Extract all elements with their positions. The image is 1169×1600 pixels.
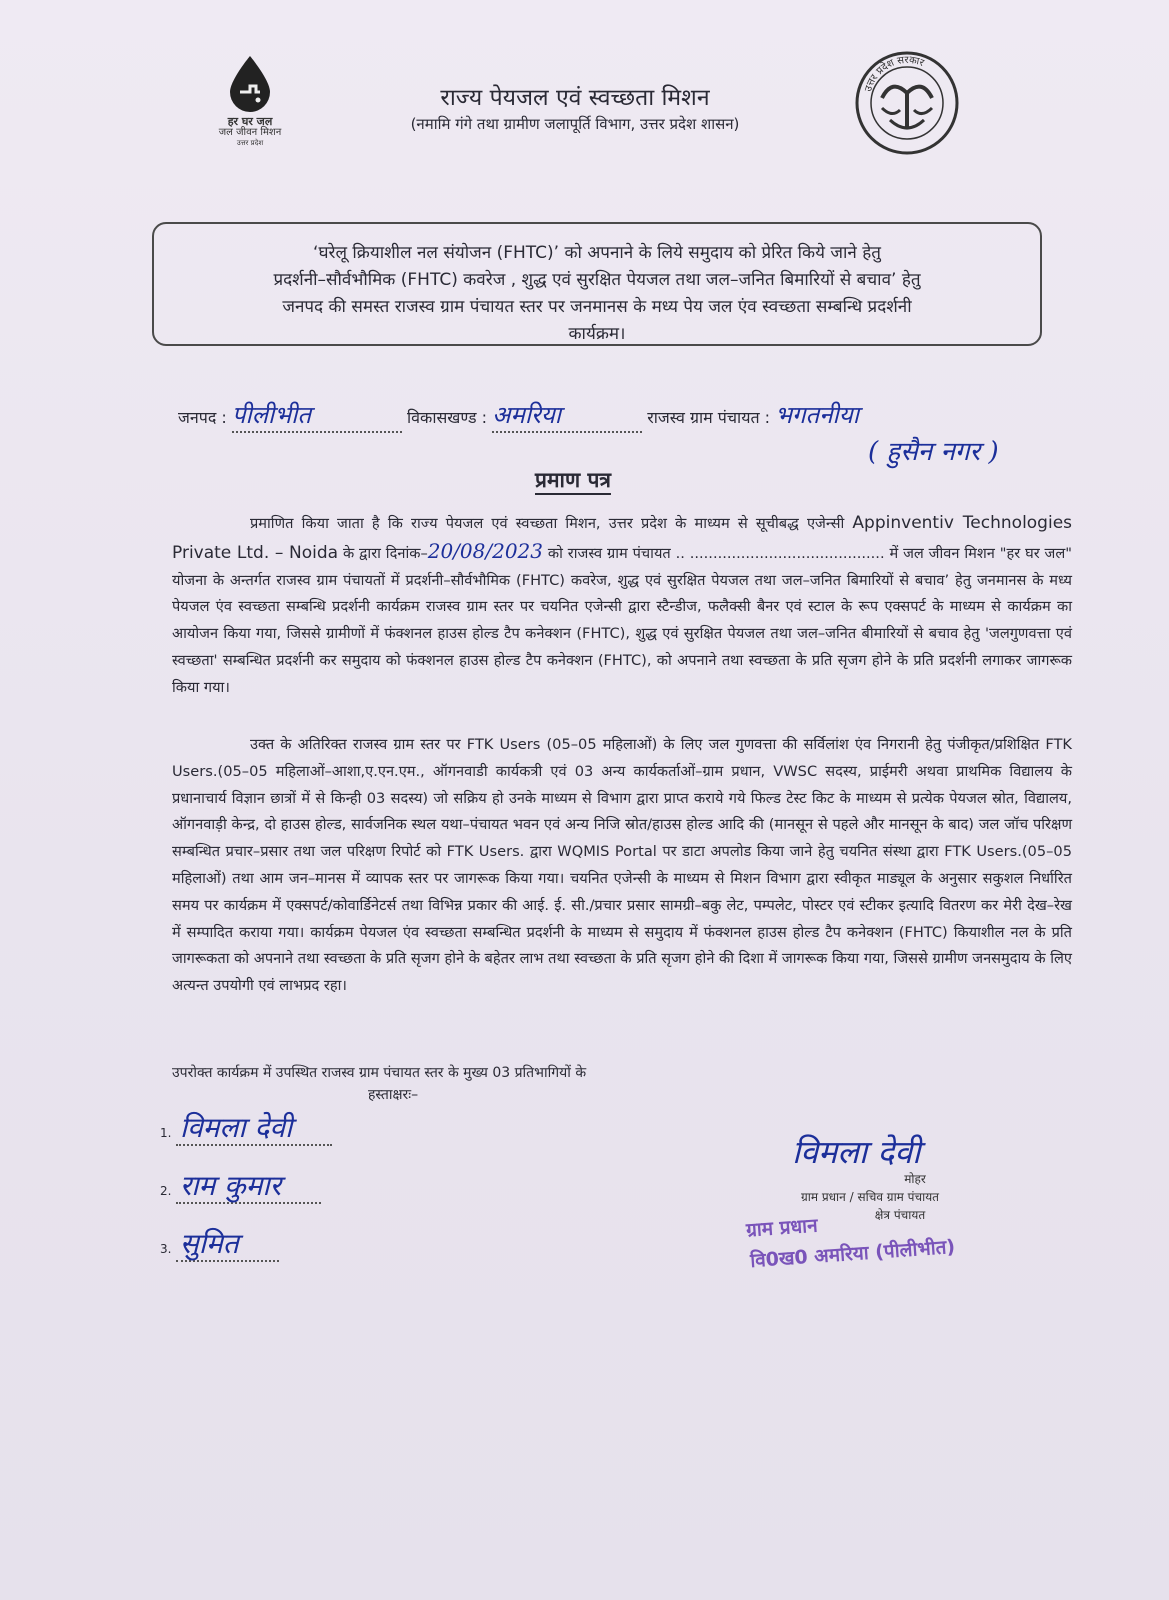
programme-line-3: जनपद की समस्त राजस्व ग्राम पंचायत स्तर पर जनमानस के मध्य पेय जल एंव स्वच्छता सम्बन्धि प्रदर्शनी xyxy=(282,297,912,317)
district-label: जनपद : xyxy=(178,408,227,427)
authority-line-1: मोहर xyxy=(904,1172,926,1186)
p1-text-a: प्रमाणित किया जाता है कि राज्य पेयजल एवं स्वच्छता मिशन, उत्तर प्रदेश के माध्यम से सूचीबद्ध एजेन्सी xyxy=(250,515,845,532)
p2-text: उक्त के अतिरिक्त राजस्व ग्राम स्तर पर FTK Users (05–05 महिलाओं) के लिए जल गुणवत्ता की सर्विलांश एंव निगरानी हेतु पंजीकृत/प्रशिक्षित FTK Users.(05–05 महिलाओं–आशा,ए.एन.एम., ऑगनवाडी कार्यकत्री एवं 03 अन्य कार्यकर्ताओं–ग्राम प्रधान, VWSC सदस्य, प्राईमरी अथवा प्राथमिक विद्यालय के प्रधानाचार्य विज्ञान छात्रों में से किन्ही 03 सदस्य) जो सक्रिय हो उनके माध्यम से विभाग द्वारा प्राप्त कराये गये फिल्ड टेस्ट किट के माध्यम से प्रत्येक पेयजल स्रोत, विद्यालय, ऑगनवाड़ी केन्द्र, दो हाउस होल्ड, सार्वजनिक स्थल यथा–पंचायत भवन एवं अन्य निजि स्रोत/हाउस होल्ड आदि की (मानसून से पहले और मानसून के बाद) जल जॉच परिक्षण सम्बन्धित प्रचार–प्रसार तथा जल परिक्षण रिपोर्ट को FTK Users. द्वारा WQMIS Portal पर डाटा अपलोड किया जाने हेतु चयनित संस्था द्वारा FTK Users.(05–05 महिलाओं) तथा आम जन–मानस में व्यापक स्तर पर जागरूक किया गया। चयनित एजेन्सी के माध्यम से मिशन विभाग द्वारा स्वीकृत माड्यूल के अनुसार सकुशल निर्धारित समय पर कार्यक्रम में एक्सपर्ट/कोवार्डिनेटर्स तथा विभिन्न प्रकार की आई. ई. सी./प्रचार प्रसार सामग्री–बकु लेट, पम्पलेट, पोस्टर एवं स्टीकर इत्यादि वितरण कर मेरी देख–रेख में सम्पादित कराया गया। कार्यक्रम पेयजल एंव स्वच्छता सम्बन्धित प्रदर्शनी के माध्यम से समुदाय में फंक्शनल हाउस होल्ड टैप कनेक्शन (FHTC) कियाशील नल के प्रति जागरूकता को अपनाने तथा स्वच्छता के प्रति सृजग होने के बहेतर लाभ तथा स्वच्छता के प्रति सृजग होने की दिशा में जागरूक किया गया, जिससे ग्रामीण जनसमुदाय के लिए अत्यन्त उपयोगी एवं लाभप्रद रहा। xyxy=(172,736,1072,995)
panchayat-extra-value: ( हुसैन नगर ) xyxy=(868,437,999,467)
certificate-paragraph-2 xyxy=(172,732,1072,1000)
location-fields xyxy=(178,398,859,433)
signature-label: हस्ताक्षरः– xyxy=(368,1087,419,1103)
panchayat-value: भगतनीया xyxy=(775,401,859,429)
p1-text-c: को राजस्व ग्राम पंचायत .. xyxy=(547,544,685,562)
signer-signature: राम कुमार xyxy=(176,1169,321,1204)
panchayat-label: राजस्व ग्राम पंचायत : xyxy=(647,408,771,427)
signer-signature: विमला देवी xyxy=(176,1111,332,1146)
signer-number: 2. xyxy=(160,1184,172,1198)
authority-signature: विमला देवी xyxy=(792,1133,921,1171)
logo-caption-3: उत्तर प्रदेश xyxy=(236,139,264,147)
water-drop-icon xyxy=(220,52,280,112)
participants-intro xyxy=(172,1062,586,1106)
p1-dots: .......................................... xyxy=(689,544,885,562)
official-stamp-line-2: वि0ख0 अमरिया (पीलीभीत) xyxy=(749,1235,956,1273)
programme-date: 20/08/2023 xyxy=(427,538,544,563)
block-field xyxy=(492,398,642,433)
district-value: पीलीभीत xyxy=(231,401,312,429)
seal-text: उत्तर प्रदेश सरकार xyxy=(863,54,926,93)
up-government-seal-icon xyxy=(852,48,962,158)
programme-line-4: कार्यक्रम। xyxy=(568,324,626,344)
programme-title-box xyxy=(152,222,1042,346)
block-value: अमरिया xyxy=(492,401,561,429)
signer-number: 3. xyxy=(160,1242,172,1256)
participants-intro-text: उपरोक्त कार्यक्रम में उपस्थित राजस्व ग्राम पंचायत स्तर के मुख्य 03 प्रतिभागियों के xyxy=(172,1065,587,1081)
block-label: विकासखण्ड : xyxy=(407,408,488,427)
logo-caption-2: जल जीवन मिशन xyxy=(218,127,282,138)
logo-caption-1: हर घर जल xyxy=(227,115,273,128)
signer-signature: सुमित xyxy=(176,1227,279,1262)
district-field xyxy=(232,398,402,433)
agency-name: Appinventiv Technologies Private Ltd. – Noida xyxy=(172,513,1073,563)
page-subtitle: (नमामि गंगे तथा ग्रामीण जलापूर्ति विभाग, उत्तर प्रदेश शासन) xyxy=(410,115,740,133)
certificate-title: प्रमाण पत्र xyxy=(535,468,611,492)
p1-text-b: के द्वारा दिनांक xyxy=(342,544,421,562)
authority-line-3: क्षेत्र पंचायत xyxy=(874,1208,926,1222)
p1-text-d: में जल जीवन मिशन "हर घर जल" योजना के अन्तर्गत राजस्व ग्राम पंचायतों में प्रदर्शनी–सौर्वभौमिक (FHTC) कवरेज, शुद्ध एवं सुरक्षित पेयजल तथा जल–जनित बिमारियों से बचाव’ हेतु जनमानस के मध्य पेयजल एंव स्वच्छता सम्बन्धि प्रदर्शनी कार्यक्रम राजस्व ग्राम स्तर पर चयनित एजेन्सी द्वारा स्टैन्डीज, फलैक्सी बैनर एवं स्टाल के रूप एक्सपर्ट के माध्यम से कार्यक्रम का आयोजन किया गया, जिससे ग्रामीणों में फंक्शनल हाउस होल्ड टैप कनेक्शन (FHTC), शुद्ध एवं सुरक्षित पेयजल तथा जल–जनित बीमारियों से बचाव हेतु 'जलगुणवत्ता एवं स्वच्छता' सम्बन्धित प्रदर्शनी कर समुदाय को फंक्शनल हाउस होल्ड टैप कनेक्शन (FHTC), को अपनाने तथा स्वच्छता के प्रति सृजग होने के प्रति प्रदर्शनी लगाकर जागरूक किया गया। xyxy=(172,544,1072,696)
signer-number: 1. xyxy=(160,1126,172,1140)
authority-line-2: ग्राम प्रधान / सचिव ग्राम पंचायत xyxy=(800,1190,940,1204)
page-title: राज्य पेयजल एवं स्वच्छता मिशन xyxy=(440,85,710,111)
official-stamp-line-1: ग्राम प्रधान xyxy=(745,1214,819,1242)
signer-row-1 xyxy=(160,1108,332,1146)
programme-line-1: ‘घरेलू क्रियाशील नल संयोजन (FHTC)’ को अपनाने के लिये समुदाय को प्रेरित किये जाने हेतु xyxy=(313,243,881,263)
jal-jeevan-mission-logo xyxy=(205,52,295,152)
certificate-paragraph-1: प्रमाणित किया जाता है कि राज्य पेयजल एवं स्वच्छता मिशन, उत्तर प्रदेश के माध्यम से सूचीबद्ध एजेन्सी Appinventiv Technologies Private Ltd. – Noida के द्वारा दिनांक–20/08/2023 को राजस्व ग्राम पंचायत .. .......................................... में जल जीवन मिशन "हर घर जल" योजना के अन्तर्गत राजस्व ग्राम पंचायतों में प्रदर्शनी–सौर्वभौमिक (FHTC) कवरेज, शुद्ध एवं सुरक्षित पेयजल तथा जल–जनित बिमारियों से बचाव’ हेतु जनमानस के मध्य पेयजल एंव स्वच्छता सम्बन्धि प्रदर्शनी कार्यक्रम राजस्व ग्राम स्तर पर चयनित एजेन्सी द्वारा स्टैन्डीज, फलैक्सी बैनर एवं स्टाल के रूप एक्सपर्ट के माध्यम से कार्यक्रम का आयोजन किया गया, जिससे ग्रामीणों में फंक्शनल हाउस होल्ड टैप कनेक्शन (FHTC), शुद्ध एवं सुरक्षित पेयजल तथा जल–जनित बीमारियों से बचाव हेतु 'जलगुणवत्ता एवं स्वच्छता' सम्बन्धित प्रदर्शनी कर समुदाय को फंक्शनल हाउस होल्ड टैप कनेक्शन (FHTC), को अपनाने तथा स्वच्छता के प्रति सृजग होने के प्रति प्रदर्शनी लगाकर जागरूक किया गया। xyxy=(172,513,1073,696)
signer-row-2 xyxy=(160,1166,321,1204)
programme-line-2: प्रदर्शनी–सौर्वभौमिक (FHTC) कवरेज , शुद्ध एवं सुरक्षित पेयजल तथा जल–जनित बिमारियों से बचाव’ हेतु xyxy=(273,270,921,290)
signer-row-3 xyxy=(160,1224,279,1262)
